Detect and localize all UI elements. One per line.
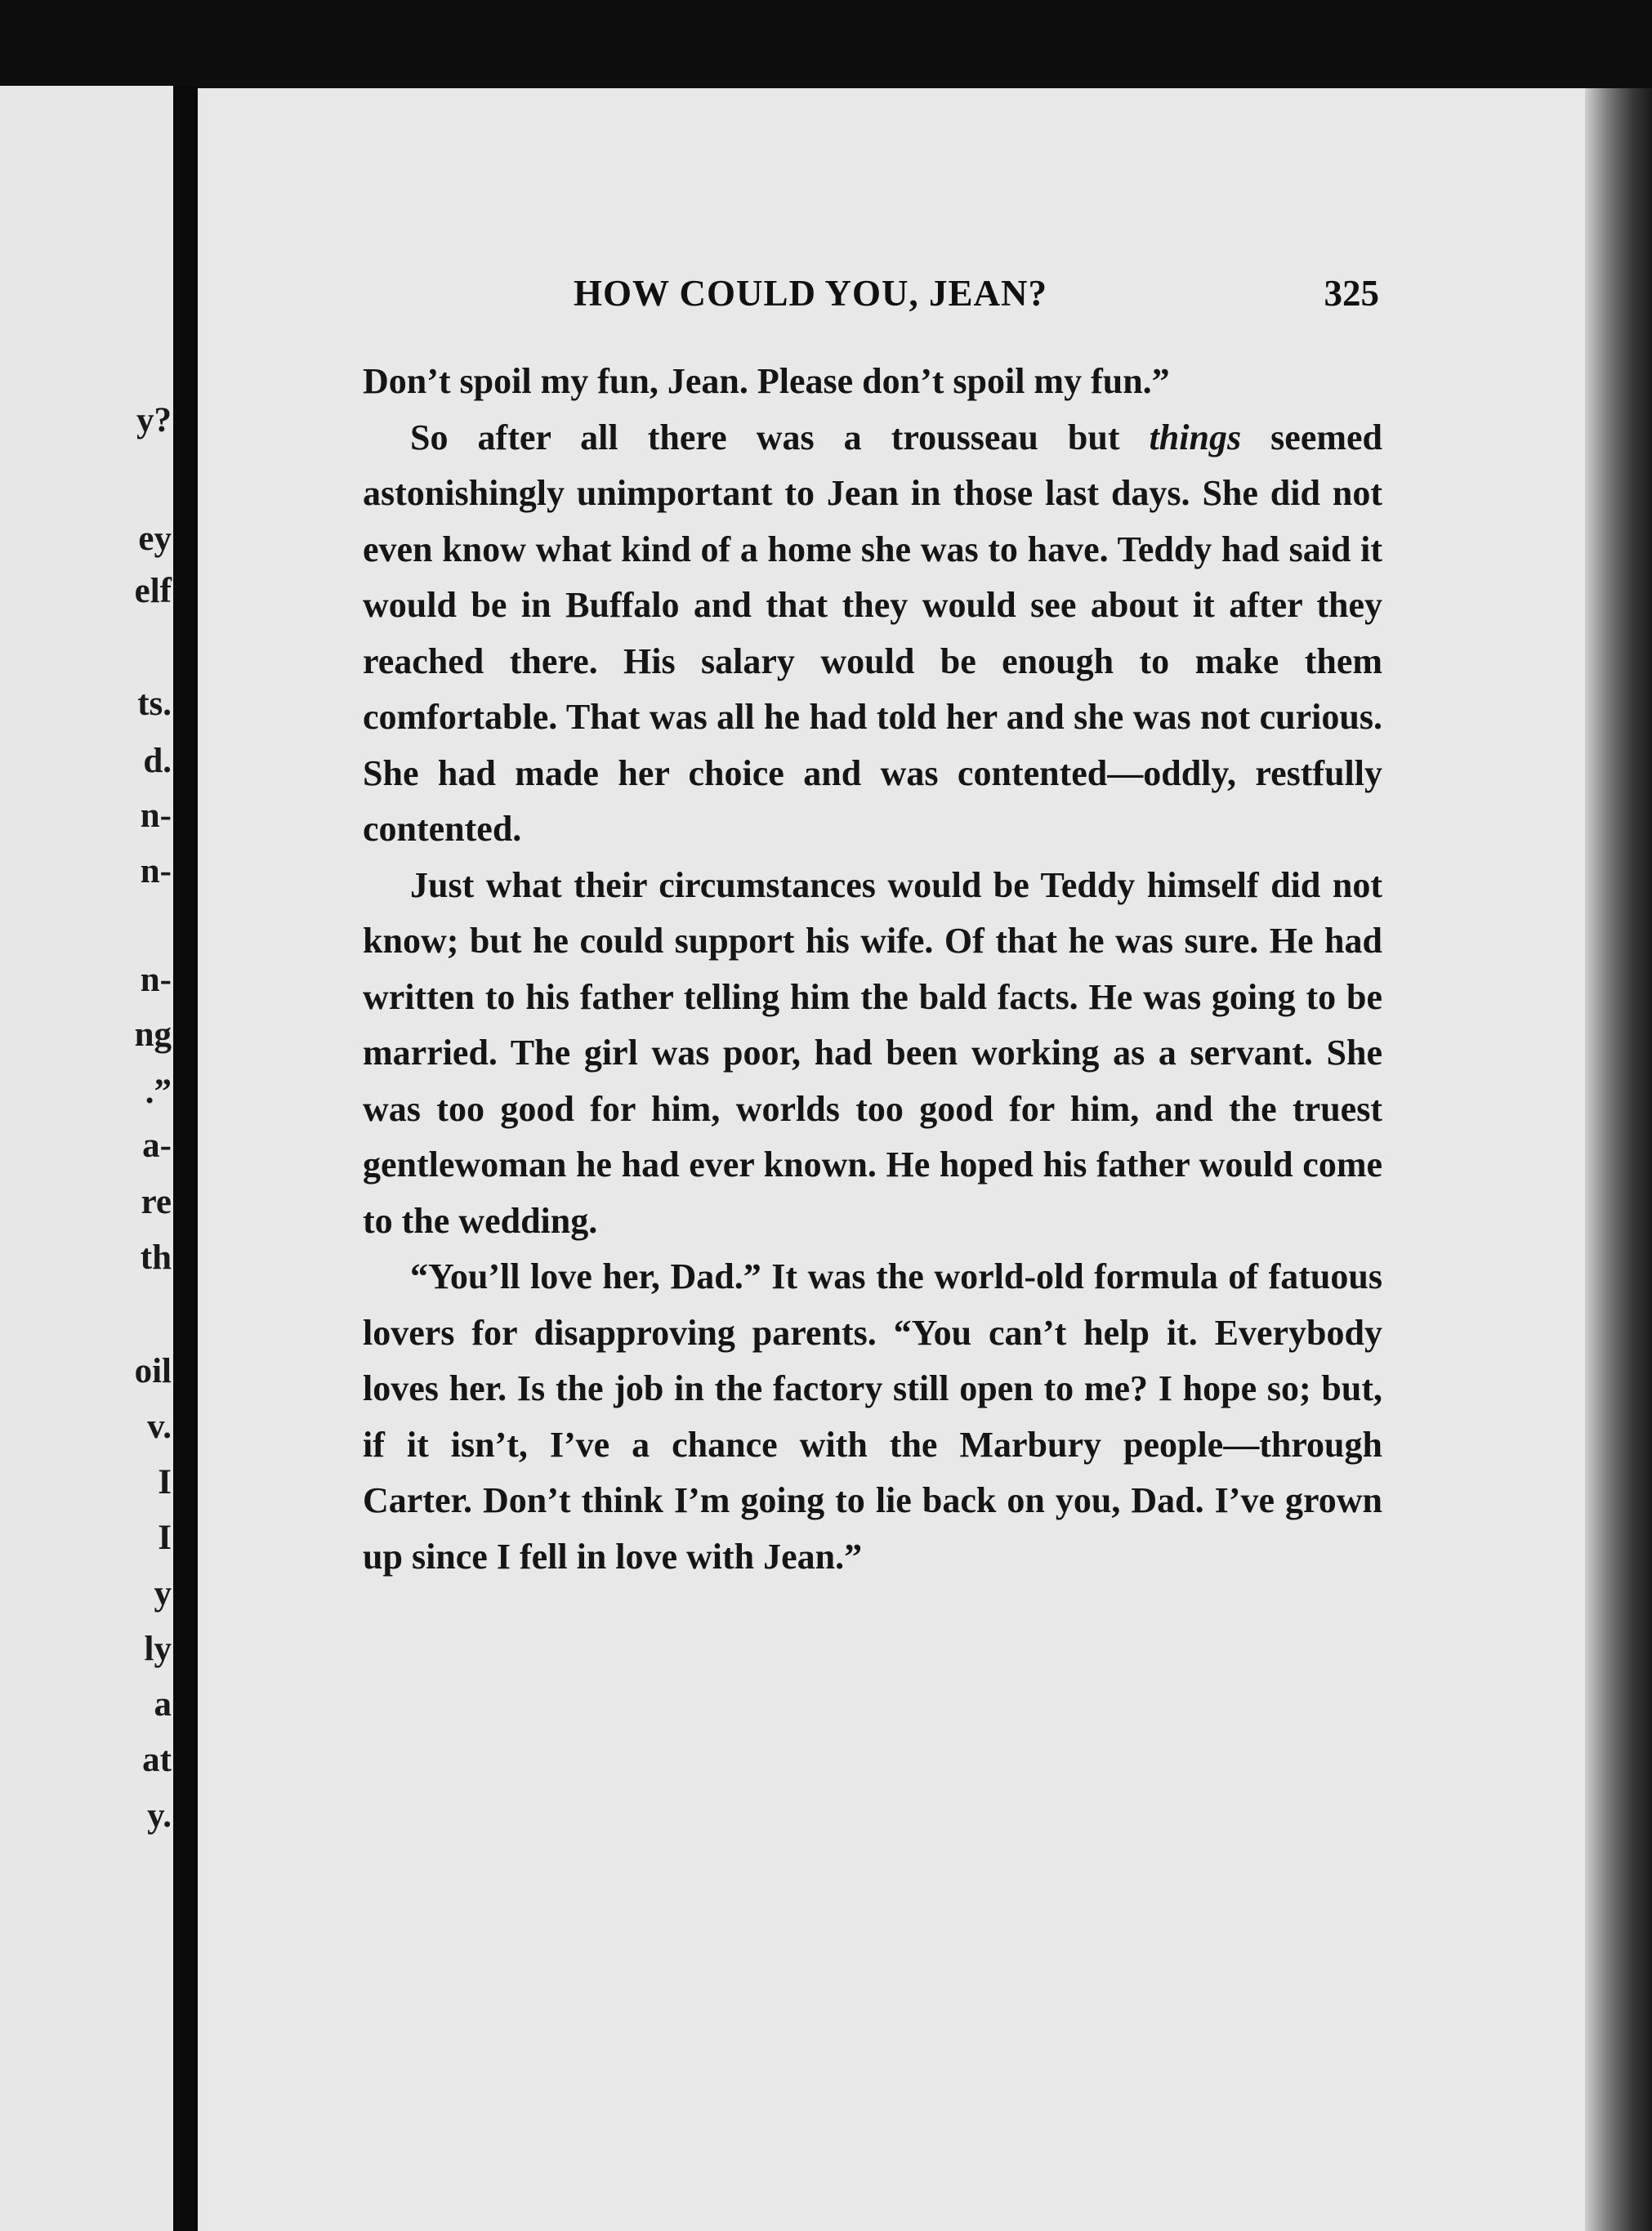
line-fragment: ts.: [137, 685, 172, 723]
running-head: HOW COULD YOU, JEAN?: [574, 273, 1048, 314]
line-fragment: at: [142, 1741, 172, 1779]
paragraph: “You’ll love her, Dad.” It was the world-old formula of fatuous lovers for disapproving parents. “You can’t help it. Everybody loves her. Is the job in the factory still open to me? I hope so; but, if it isn’t, I’ve a chance with the Marbury people—through Carter. Don’t think I’m going to lie back on you, Dad. I’ve grown up since I fell in love with Jean.”: [363, 1256, 1382, 1577]
previous-page-line-ends: [0, 86, 173, 2231]
line-fragment: I: [158, 1463, 172, 1501]
line-fragment: a-: [142, 1127, 172, 1165]
page-edge-shadow: [1585, 88, 1652, 2231]
line-fragment: ly: [144, 1630, 172, 1668]
line-fragment: n-: [140, 796, 172, 835]
line-fragment: y: [154, 1574, 172, 1613]
emphasized-word: things: [1149, 417, 1242, 457]
line-fragment: ng: [134, 1015, 172, 1054]
page-body: [363, 354, 1382, 1585]
previous-page-edge: [0, 86, 173, 2231]
line-fragment: I: [158, 1519, 172, 1557]
line-fragment: n-: [140, 852, 172, 890]
line-fragment: .”: [145, 1073, 172, 1111]
line-fragment: v.: [147, 1408, 172, 1446]
line-fragment: ey: [138, 520, 172, 558]
paragraph: Just what their circumstances would be Teddy himself did not know; but he could support his wife. Of that he was sure. He had written to his father telling him the bald facts. He was going to be married. The girl was poor, had been working as a servant. She was too good for him, worlds too good for him, and the truest gentlewoman he had ever known. He hoped his father would come to the wedding.: [363, 864, 1382, 1241]
line-fragment: n-: [140, 961, 172, 999]
page-header: [359, 272, 1387, 321]
line-fragment: y.: [147, 1796, 172, 1835]
paragraph: Don’t spoil my fun, Jean. Please don’t spoil my fun.”: [363, 361, 1170, 401]
book-gutter: [173, 86, 198, 2231]
line-fragment: th: [140, 1238, 172, 1277]
line-fragment: y?: [136, 401, 172, 440]
page-number: 325: [1324, 273, 1379, 314]
line-fragment: d.: [143, 742, 172, 780]
line-fragment: re: [141, 1183, 172, 1221]
paragraph: So after all there was a trousseau but things seemed astonishingly unimportant to Jean in those last days. She did not even know what kind of a home she was to have. Teddy had said it would be in Buffalo and that they would see about it after they reached there. His salary would be enough to make them comfortable. That was all he had told her and she was not curious. She had made her choice and was contented—oddly, restfully contented.: [363, 417, 1382, 849]
line-fragment: a: [154, 1685, 172, 1724]
line-fragment: elf: [134, 572, 172, 610]
line-fragment: oil: [134, 1352, 172, 1390]
